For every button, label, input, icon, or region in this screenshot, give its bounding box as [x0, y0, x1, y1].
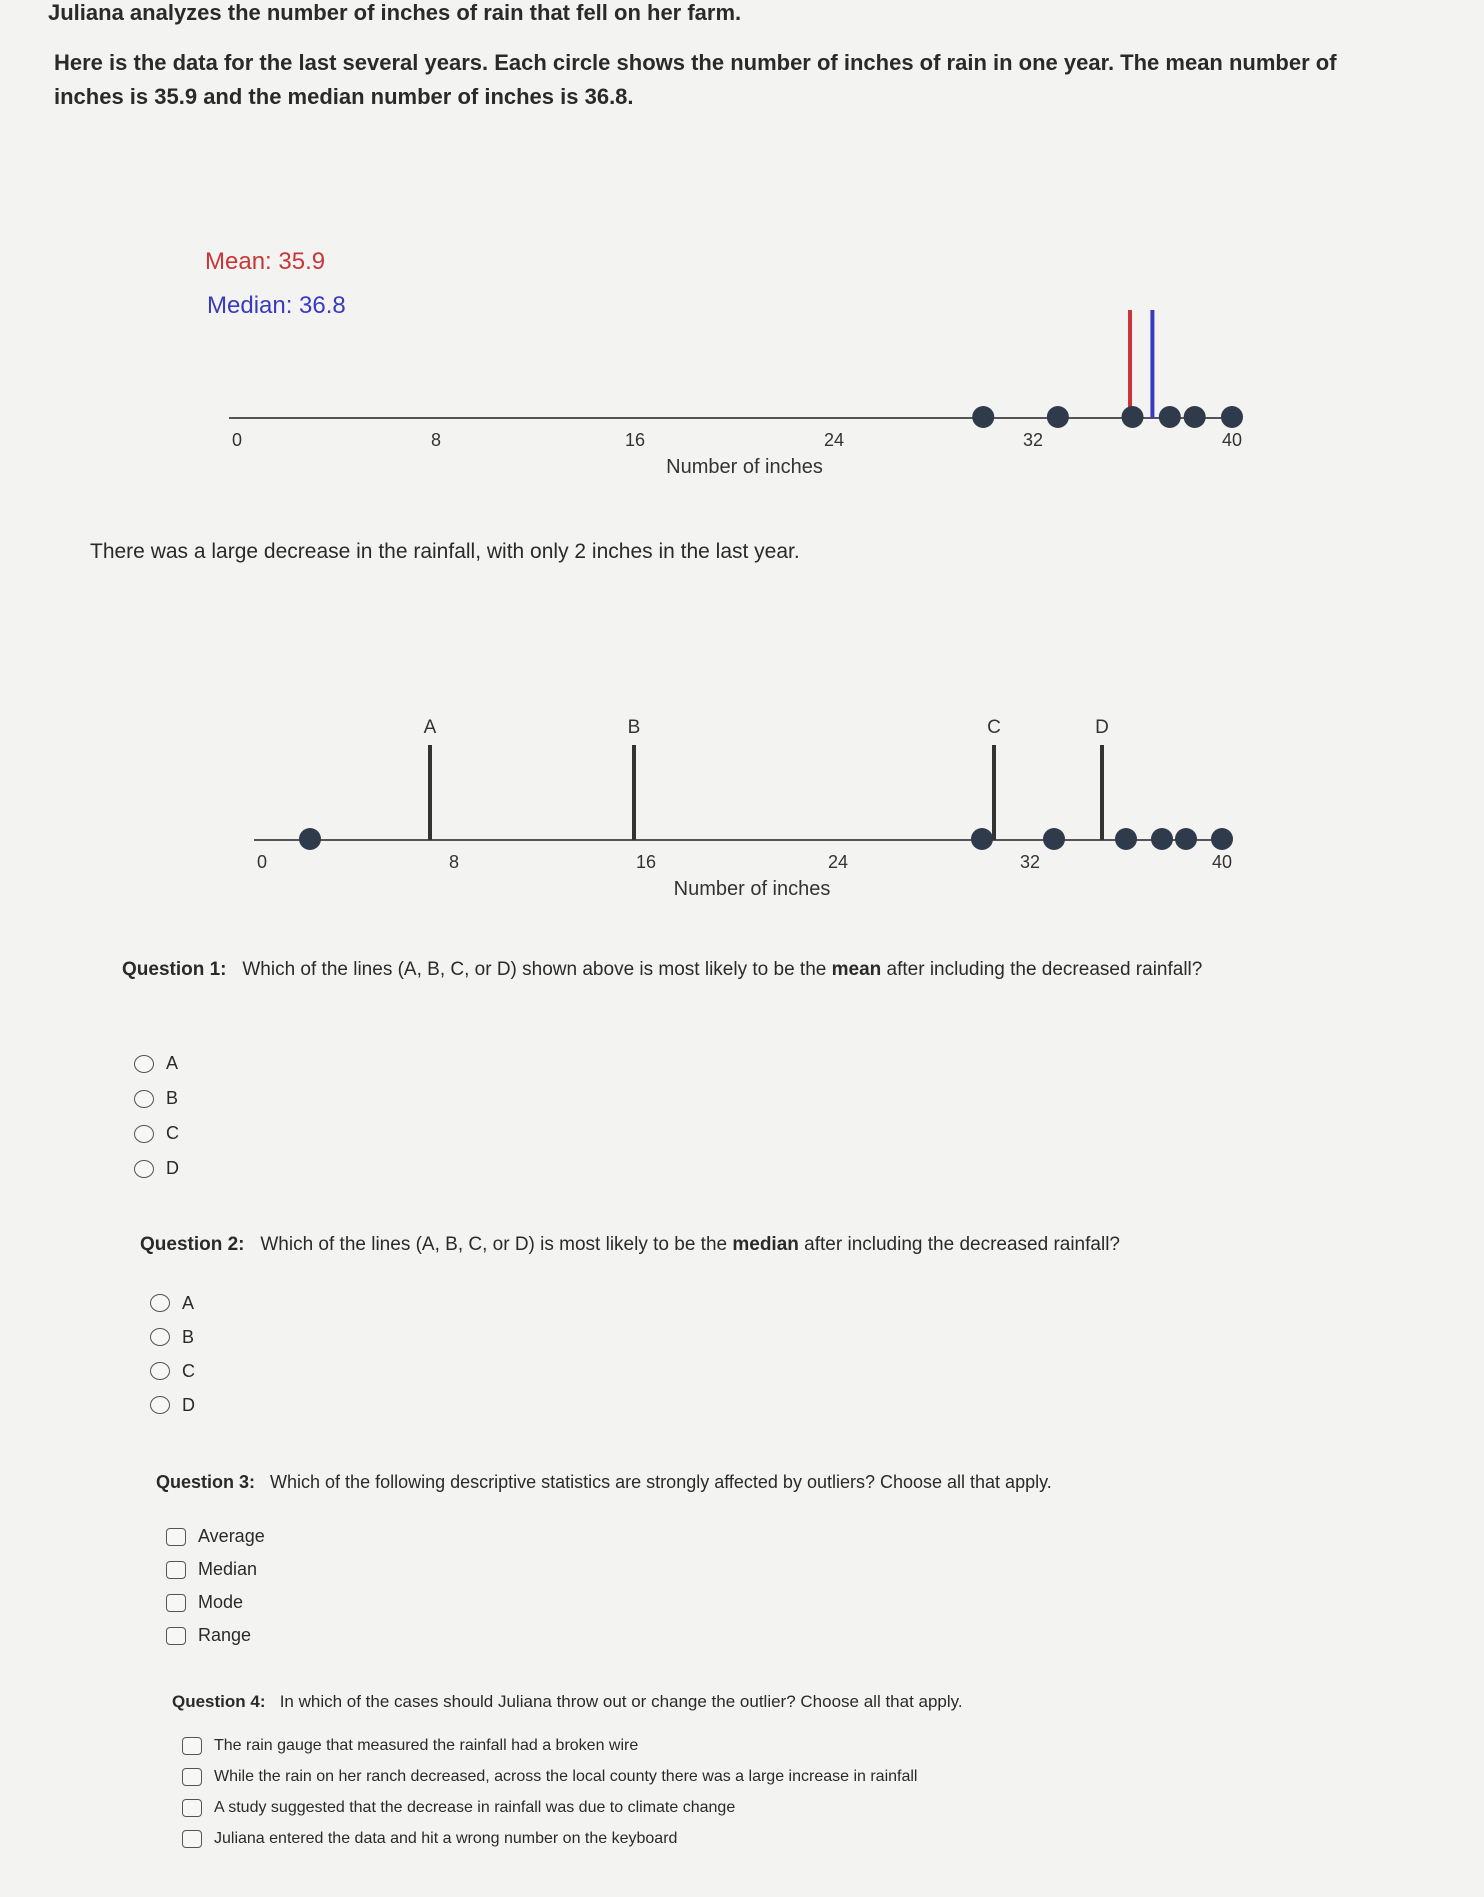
question-2-text-after: after including the decreased rainfall?	[804, 1234, 1120, 1255]
radio-button[interactable]	[134, 1055, 154, 1073]
tick-label: 16	[635, 852, 657, 872]
reference-line-label: D	[1095, 717, 1109, 738]
tick-label: 32	[1019, 852, 1041, 872]
question-4-number: Question 4:	[172, 1692, 266, 1711]
question-2-keyword: median	[732, 1234, 799, 1255]
data-point	[1047, 406, 1069, 428]
dot-plot-with-outlier	[0, 690, 1484, 920]
question-3-text: Which of the following descriptive statistics are strongly affected by outliers? Choose all that apply.	[270, 1472, 1052, 1492]
question-2-number: Question 2:	[140, 1234, 245, 1255]
radio-button[interactable]	[150, 1396, 170, 1414]
tick-label: 0	[231, 430, 243, 450]
data-point	[1115, 828, 1137, 850]
checkbox[interactable]	[166, 1528, 186, 1546]
question-1-text: Which of the lines (A, B, C, or D) shown above is most likely to be the	[242, 959, 827, 980]
question-1-keyword: mean	[831, 959, 882, 980]
question-3-options	[166, 1520, 265, 1652]
axis-label: Number of inches	[673, 878, 831, 900]
tick-label: 40	[1211, 852, 1233, 872]
data-point	[1043, 828, 1065, 850]
checkbox[interactable]	[166, 1561, 186, 1579]
radio-button[interactable]	[150, 1362, 170, 1380]
data-point	[1221, 406, 1243, 428]
radio-button[interactable]	[150, 1294, 170, 1312]
checkbox[interactable]	[182, 1737, 202, 1755]
tick-label: 24	[823, 430, 845, 450]
question-2-options	[150, 1286, 195, 1422]
data-point	[299, 828, 321, 850]
question-3-number: Question 3:	[156, 1472, 256, 1492]
q4-option-wrong-number[interactable]: Juliana entered the data and hit a wrong number on the keyboard	[182, 1823, 1442, 1854]
q3-option-average[interactable]: Average	[166, 1520, 265, 1553]
data-point	[1122, 406, 1144, 428]
checkbox[interactable]	[182, 1830, 202, 1848]
median-label: Median: 36.8	[207, 292, 346, 319]
data-point	[1211, 828, 1233, 850]
axis-label: Number of inches	[666, 456, 823, 478]
radio-button[interactable]	[134, 1090, 154, 1108]
tick-label: 0	[256, 852, 268, 872]
question-1-options	[134, 1046, 179, 1186]
tick-label: 32	[1022, 430, 1044, 450]
checkbox[interactable]	[182, 1768, 202, 1786]
intro-title: Juliana analyzes the number of inches of rain that fell on her farm.	[48, 0, 742, 25]
intro-data-text: Here is the data for the last several years. Each circle shows the number of inches of rain in one year. The mean number of inches is 35.9 and the median number of inches is 36.8.	[54, 50, 1337, 109]
q2-option-b[interactable]: B	[150, 1320, 195, 1354]
q3-option-range[interactable]: Range	[166, 1619, 265, 1652]
question-1-text-after: after including the decreased rainfall?	[886, 959, 1203, 980]
checkbox[interactable]	[166, 1627, 186, 1645]
dot-plot-original	[0, 290, 1484, 490]
question-1	[122, 956, 1382, 984]
q2-option-d[interactable]: D	[150, 1388, 195, 1422]
question-3	[156, 1472, 1416, 1493]
data-point	[1151, 828, 1173, 850]
question-4-options	[182, 1730, 1442, 1854]
reference-line-label: C	[987, 717, 1001, 738]
data-point	[1184, 406, 1206, 428]
q1-option-d[interactable]: D	[134, 1151, 179, 1186]
radio-button[interactable]	[134, 1125, 154, 1143]
radio-button[interactable]	[150, 1328, 170, 1346]
q1-option-a[interactable]: A	[134, 1046, 179, 1081]
q4-option-county-increase[interactable]: While the rain on her ranch decreased, across the local county there was a large increase in rainfall	[182, 1761, 1442, 1792]
decrease-note: There was a large decrease in the rainfall, with only 2 inches in the last year.	[90, 540, 800, 563]
q2-option-a[interactable]: A	[150, 1286, 195, 1320]
data-point	[1159, 406, 1181, 428]
tick-label: 8	[448, 852, 460, 872]
mean-label: Mean: 35.9	[205, 248, 326, 275]
checkbox[interactable]	[182, 1799, 202, 1817]
radio-button[interactable]	[134, 1160, 154, 1178]
q1-option-c[interactable]: C	[134, 1116, 179, 1151]
tick-label: 40	[1221, 430, 1243, 450]
q3-option-mode[interactable]: Mode	[166, 1586, 265, 1619]
tick-label: 16	[624, 430, 646, 450]
q3-option-median[interactable]: Median	[166, 1553, 265, 1586]
question-1-number: Question 1:	[122, 959, 227, 980]
data-point	[972, 406, 994, 428]
reference-line-label: A	[423, 717, 437, 738]
question-2-text: Which of the lines (A, B, C, or D) is most likely to be the	[260, 1234, 728, 1255]
checkbox[interactable]	[166, 1594, 186, 1612]
data-point	[971, 828, 993, 850]
tick-label: 8	[430, 430, 442, 450]
q4-option-climate-change[interactable]: A study suggested that the decrease in rainfall was due to climate change	[182, 1792, 1442, 1823]
q2-option-c[interactable]: C	[150, 1354, 195, 1388]
reference-line-label: B	[627, 717, 641, 738]
question-4-text: In which of the cases should Juliana throw out or change the outlier? Choose all that apply.	[279, 1692, 963, 1711]
q4-option-broken-wire[interactable]: The rain gauge that measured the rainfall had a broken wire	[182, 1730, 1442, 1761]
question-4	[172, 1692, 1432, 1712]
q1-option-b[interactable]: B	[134, 1081, 179, 1116]
data-point	[1175, 828, 1197, 850]
question-2	[140, 1234, 1400, 1256]
tick-label: 24	[827, 852, 849, 872]
